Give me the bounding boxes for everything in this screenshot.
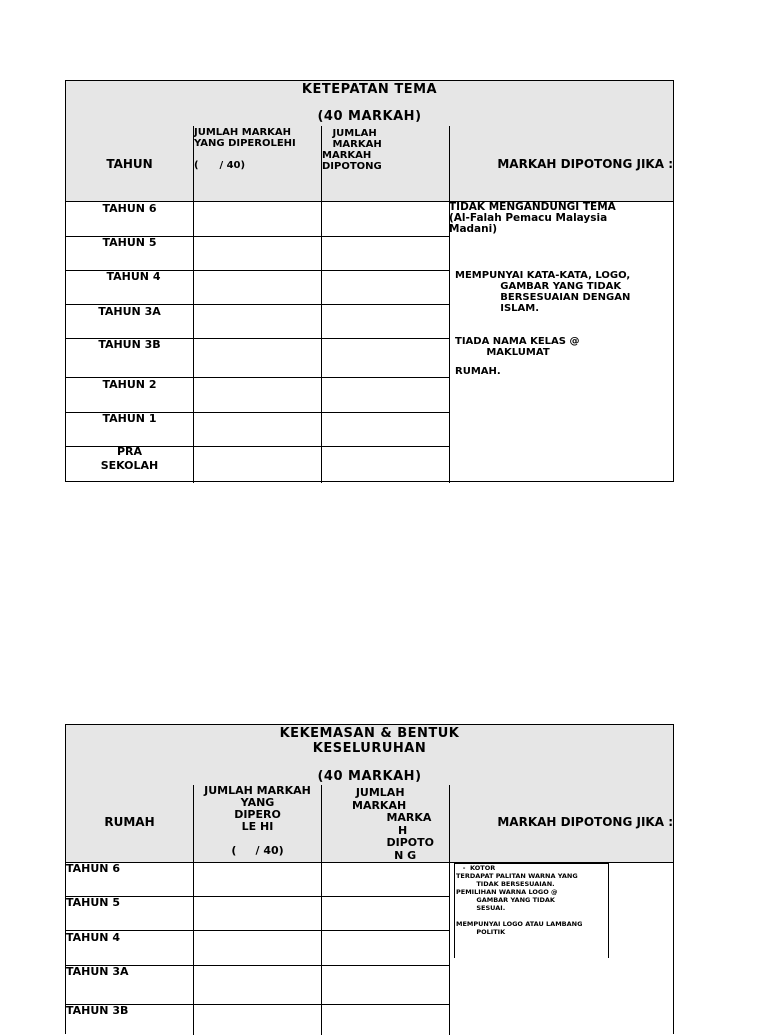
criteria-kata-kata-logo: MEMPUNYAI KATA-KATA, LOGO, GAMBAR YANG TIDAK BERSESUAIAN DENGAN ISLAM. xyxy=(455,270,631,314)
row-label-tahun-3a: TAHUN 3A xyxy=(98,305,161,318)
col-header-jumlah-diperoleh: JUMLAH MARKAH YANG DIPEROLEHI ( / 40) xyxy=(194,127,296,171)
title-line-2: (40 MARKAH) xyxy=(317,109,422,124)
row-label-tahun-6: TAHUN 6 xyxy=(66,862,120,875)
row-label-tahun-6: TAHUN 6 xyxy=(102,202,157,215)
row-label-tahun-5: TAHUN 5 xyxy=(66,896,120,909)
row-label-tahun-3b: TAHUN 3B xyxy=(98,338,161,351)
col-header-tahun: TAHUN xyxy=(106,157,153,171)
col-header-jumlah-diperoleh: JUMLAH MARKAH YANG DIPERO LE HI ( / 40) xyxy=(204,784,311,857)
ketepatan-tema-table xyxy=(65,80,674,482)
criteria-text: - KOTOR TERDAPAT PALITAN WARNA YANG TIDAK BERSESUAIAN. PEMILIHAN WARNA LOGO @ GAMBAR YANG TIDAK SESUAI. MEMPUNYAI LOGO ATAU LAMBANG POLITIK xyxy=(456,864,583,936)
row-label-pra-sekolah: PRA SEKOLAH xyxy=(100,445,159,472)
row-label-tahun-1: TAHUN 1 xyxy=(102,412,157,425)
row-label-tahun-3a: TAHUN 3A xyxy=(66,965,129,978)
title-line-1: KEKEMASAN & BENTUK xyxy=(279,726,460,741)
criteria-tiada-nama-kelas: TIADA NAMA KELAS @ MAKLUMAT xyxy=(455,336,580,358)
col-header-jumlah-dipotong: JUMLAH MARKAH MARKAH DIPOTONG xyxy=(322,128,382,172)
title-line-2: KESELURUHAN xyxy=(312,741,427,756)
col-header-rumah: RUMAH xyxy=(104,815,155,829)
table-title xyxy=(66,81,673,127)
title-line-1: KETEPATAN TEMA xyxy=(301,82,438,97)
row-label-tahun-3b: TAHUN 3B xyxy=(66,1004,129,1017)
criteria-rumah: RUMAH. xyxy=(455,366,501,377)
col-header-jumlah-dipotong: JUMLAH MARKAH MARKA H DIPOTO N G xyxy=(352,786,434,862)
col-header-markah-dipotong-jika: MARKAH DIPOTONG JIKA : xyxy=(497,815,673,829)
row-label-tahun-2: TAHUN 2 xyxy=(102,378,157,391)
criteria-tidak-mengandungi-tema: TIDAK MENGANDUNGI TEMA (Al-Falah Pemacu Malaysia Madani) xyxy=(449,201,616,235)
col-header-markah-dipotong-jika: MARKAH DIPOTONG JIKA : xyxy=(497,157,673,171)
row-label-tahun-5: TAHUN 5 xyxy=(102,236,157,249)
row-label-tahun-4: TAHUN 4 xyxy=(66,931,120,944)
criteria-box xyxy=(454,863,609,958)
table-title xyxy=(66,725,673,786)
kekemasan-bentuk-table xyxy=(65,724,674,1034)
row-label-tahun-4: TAHUN 4 xyxy=(106,270,161,283)
title-line-3: (40 MARKAH) xyxy=(317,769,422,784)
